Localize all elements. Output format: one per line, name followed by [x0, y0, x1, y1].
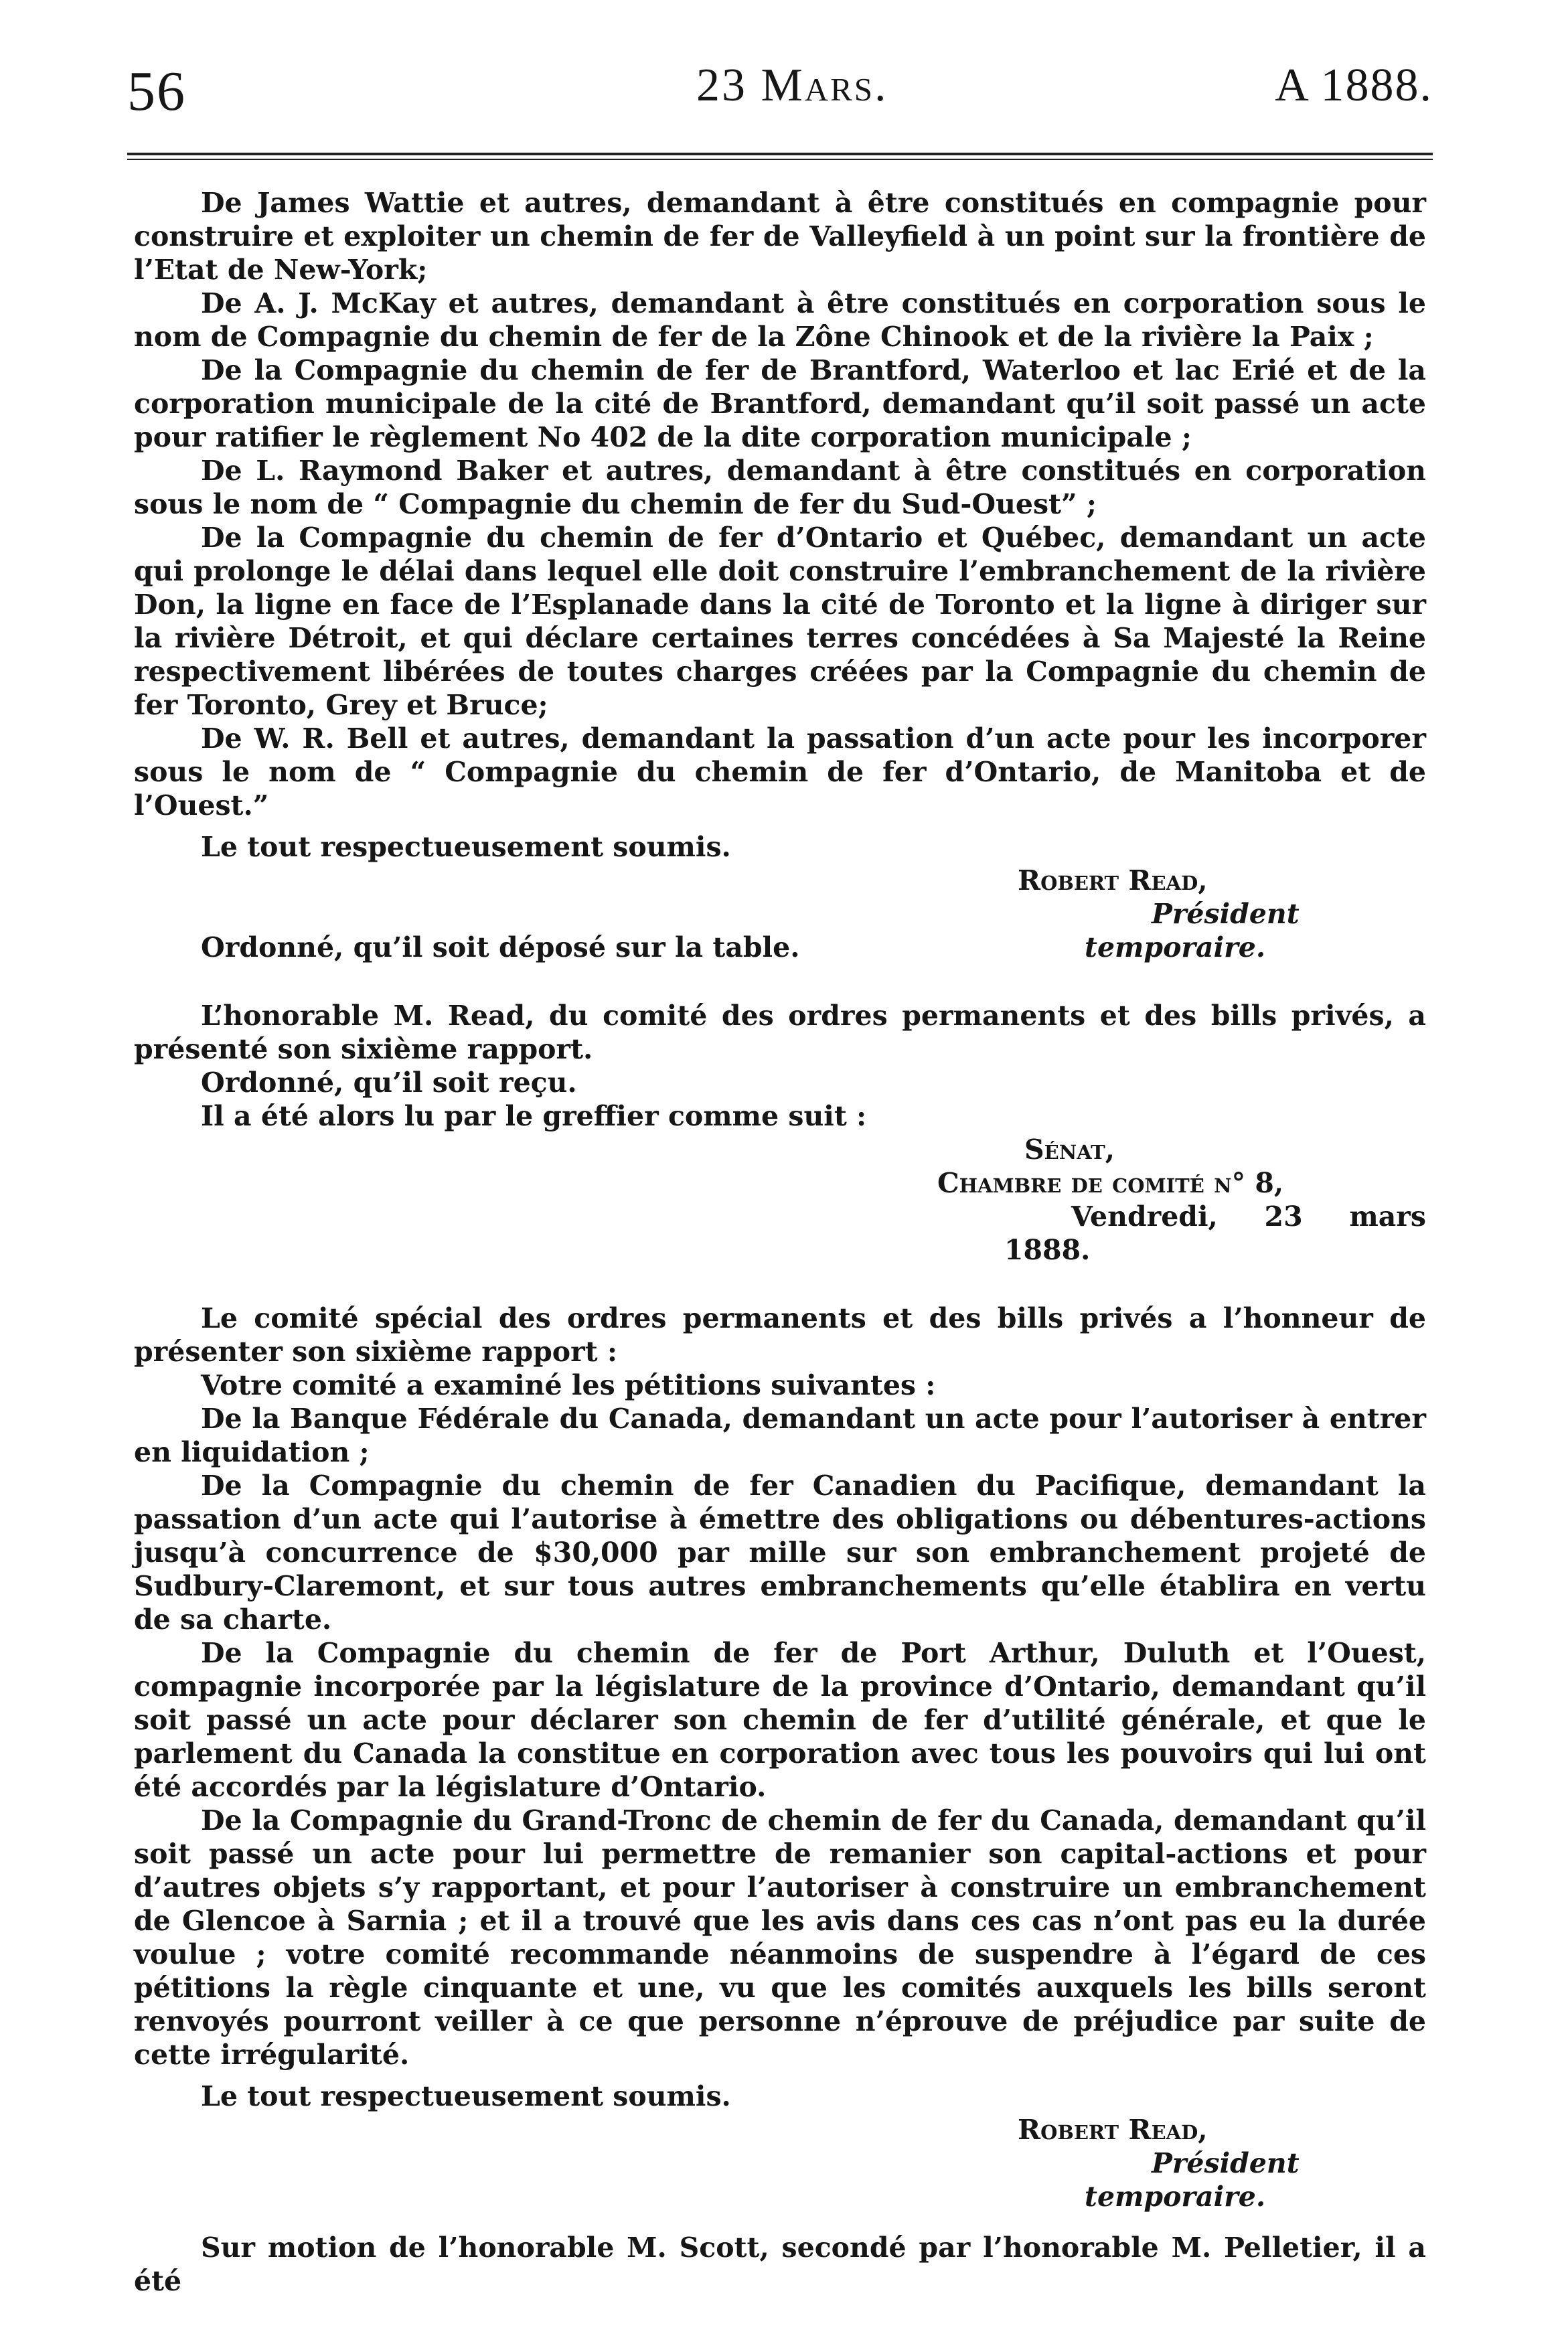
read-line: Il a été alors lu par le greffier comme suit :: [201, 1100, 867, 1132]
report-paragraph: Le comité spécial des ordres permanents et des bills privés a l’honneur de présenter son sixième rapport :: [134, 1302, 1426, 1368]
signature-title: Président temporaire.: [1085, 898, 1300, 963]
report-paragraph: De la Compagnie du Grand-Tronc de chemin de fer du Canada, demandant qu’il soit passé un acte pour lui permettre de remanier son capital-actions et pour d’autres objets s’y rapportant, et pour l’autoriser à construire un embranchement de Glencoe à Sarnia ; et il a trouvé que les avis dans ces cas n’ont pas eu la durée voulue ; votre comité recommande néanmoins de suspendre à l’égard de ces pétitions la règle cinquante et une, vu que les comités auxquels les bills seront renvoyés pourront veiller à ce que personne n’éprouve de préjudice par suite de cette irrégularité.: [134, 1804, 1426, 2071]
header-rule-thin: [127, 159, 1433, 160]
body-text: [134, 186, 1426, 2298]
page-header: [127, 59, 1433, 133]
petition-paragraph: De la Compagnie du chemin de fer de Brantford, Waterloo et lac Erié et de la corporation municipale de la cité de Brantford, demandant qu’il soit passé un acte pour ratifier le règlement No 402 de la dite corporation municipale ;: [134, 354, 1426, 453]
senat-label: Sénat,: [1024, 1133, 1115, 1166]
report-date: Vendredi, 23 mars 1888.: [1004, 1200, 1426, 1266]
running-year: A 1888.: [1275, 60, 1433, 111]
header-rule-thick: [127, 153, 1433, 155]
report-paragraph: Votre comité a examiné les pétitions suivantes :: [201, 1369, 936, 1401]
header-rule: [127, 153, 1433, 160]
petition-paragraph: De la Compagnie du chemin de fer d’Ontario et Québec, demandant un acte qui prolonge le délai dans lequel elle doit construire l’embranchement de la rivière Don, la ligne en face de l’Esplanade dans la cité de Toronto et la ligne à diriger sur la rivière Détroit, et qui déclare certaines terres concédées à Sa Majesté la Reine respectivement libérées de toutes charges créées par la Compagnie du chemin de fer Toronto, Grey et Bruce;: [134, 522, 1426, 721]
petition-paragraph: De W. R. Bell et autres, demandant la passation d’un acte pour les incorporer sous le nom de “ Compagnie du chemin de fer d’Ontario, de Manitoba et de l’Ouest.”: [134, 722, 1426, 821]
petition-paragraph: De A. J. McKay et autres, demandant à être constitués en corporation sous le nom de Compagnie du chemin de fer de la Zône Chinook et de la rivière la Paix ;: [134, 287, 1426, 353]
report-paragraph: De la Banque Fédérale du Canada, demandant un acte pour l’autoriser à entrer en liquidation ;: [134, 1403, 1426, 1468]
signature-block: [134, 2113, 1426, 2213]
order-line: Ordonné, qu’il soit déposé sur la table.: [201, 931, 800, 963]
committee-heading: [134, 1133, 1426, 1267]
motion-line: Sur motion de l’honorable M. Scott, secondé par l’honorable M. Pelletier, il a été: [134, 2232, 1426, 2297]
closing-line: Le tout respectueusement soumis.: [201, 2080, 731, 2112]
chambre-label: Chambre de comité n° 8,: [937, 1167, 1284, 1199]
report-paragraph: De la Compagnie du chemin de fer Canadien du Pacifique, demandant la passation d’un acte qui l’autorise à émettre des obligations ou débentures-actions jusqu’à concurrence de $30,000 par mille sur son embranchement projeté de Sudbury-Claremont, et sur tous autres embranchements qu’elle établira en vertu de sa charte.: [134, 1470, 1426, 1636]
signature-name: Robert Read,: [1018, 2114, 1208, 2146]
signature-title: Président temporaire.: [1085, 2147, 1300, 2213]
report-paragraph: De la Compagnie du chemin de fer de Port Arthur, Duluth et l’Ouest, compagnie incorporée par la législature de la province d’Ontario, demandant qu’il soit passé un acte pour déclarer son chemin de fer d’utilité générale, et que le parlement du Canada la constitue en corporation avec tous les pouvoirs qui lui ont été accordés par la législature d’Ontario.: [134, 1637, 1426, 1803]
petition-paragraph: De L. Raymond Baker et autres, demandant à être constitués en corporation sous le nom de “ Compagnie du chemin de fer du Sud-Ouest” ;: [134, 455, 1426, 520]
signature-name: Robert Read,: [1018, 864, 1208, 896]
running-date: 23 Mars.: [696, 60, 888, 111]
petition-paragraph: De James Wattie et autres, demandant à être constitués en compagnie pour construire et exploiter un chemin de fer de Valleyfield à un point sur la frontière de l’Etat de New-York;: [134, 187, 1426, 286]
report-intro: L’honorable M. Read, du comité des ordres permanents et des bills privés, a présenté son sixième rapport.: [134, 1000, 1426, 1065]
page-number: 56: [127, 60, 186, 123]
order-received: Ordonné, qu’il soit reçu.: [201, 1067, 577, 1099]
closing-line: Le tout respectueusement soumis.: [201, 831, 731, 863]
